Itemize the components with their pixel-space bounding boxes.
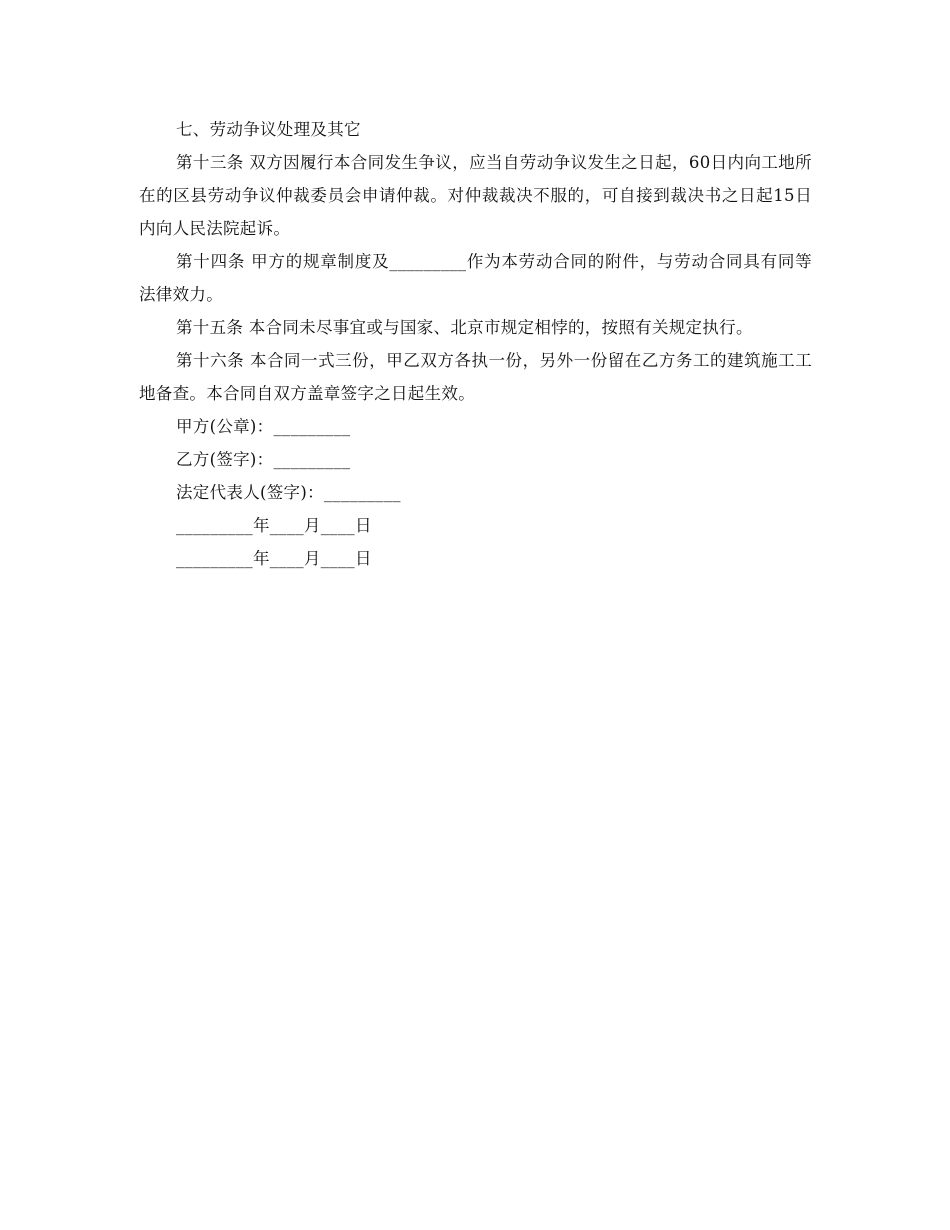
article-14: 第十四条 甲方的规章制度及_________作为本劳动合同的附件，与劳动合同具有同等法律效力。 bbox=[139, 252, 812, 304]
signature-date-2: _________年____月____日 bbox=[176, 549, 372, 568]
article-13: 第十三条 双方因履行本合同发生争议，应当自劳动争议发生之日起，60日内向工地所在的区县劳动争议仲裁委员会申请仲裁。对仲裁裁决不服的，可自接到裁决书之日起15日内向人民法院起诉。 bbox=[139, 153, 812, 238]
party-b-signature: 乙方(签字)：_________ bbox=[176, 450, 351, 469]
document-body bbox=[139, 113, 812, 575]
party-a-signature: 甲方(公章)：_________ bbox=[176, 417, 351, 436]
article-16: 第十六条 本合同一式三份，甲乙双方各执一份，另外一份留在乙方务工的建筑施工工地备查。本合同自双方盖章签字之日起生效。 bbox=[139, 351, 812, 403]
signature-date-1: _________年____月____日 bbox=[176, 516, 372, 535]
article-15: 第十五条 本合同未尽事宜或与国家、北京市规定相悖的，按照有关规定执行。 bbox=[176, 318, 753, 337]
legal-rep-signature: 法定代表人(签字)：_________ bbox=[176, 483, 401, 502]
section-heading: 七、劳动争议处理及其它 bbox=[176, 120, 361, 139]
